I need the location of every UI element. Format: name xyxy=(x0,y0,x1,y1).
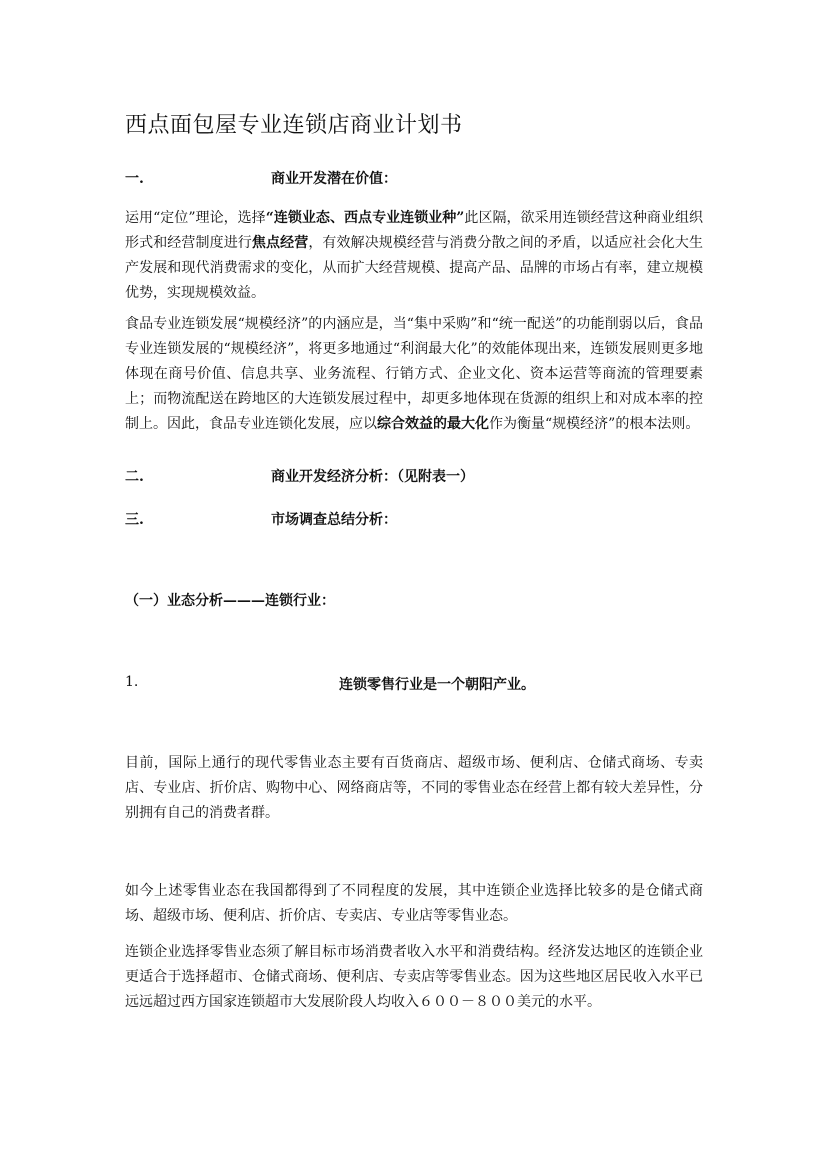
text-run: 运用“定位”理论，选择 xyxy=(125,210,266,226)
text-run: 此区隔，欲采用连锁经营这种商业组织形式和经营制度进行 xyxy=(125,210,704,251)
bold-run: “连锁业态、西点专业连锁业种” xyxy=(265,210,465,226)
text-run: ，有效解决规模经营与消费分散之间的矛盾，以适应社会化大生产发展和现代消费需求的变化，从而扩大经营规模、提高产品、品牌的市场占有率，建立规模优势，实现规模效益。 xyxy=(125,235,704,301)
subsection-heading: （一）业态分析———连锁行业： xyxy=(125,593,335,609)
section-title: 商业开发潜在价值： xyxy=(271,171,397,187)
section-number: 一. xyxy=(125,171,144,187)
bold-run: 焦点经营 xyxy=(251,235,309,251)
item-title: 连锁零售行业是一个朝阳产业。 xyxy=(339,677,535,693)
document-title: 西点面包屋专业连锁店商业计划书 xyxy=(125,113,463,138)
item-number: 1. xyxy=(125,674,139,690)
text-run: 作为衡量“规模经济”的根本法则。 xyxy=(489,416,700,432)
section-number: 三. xyxy=(125,512,144,528)
paragraph-scale-economy xyxy=(125,312,703,437)
item-heading-1 xyxy=(125,674,703,694)
bold-run: 综合效益的最大化 xyxy=(377,416,489,432)
text-run: 食品专业连锁发展“规模经济”的内涵应是，当“集中采购”和“统一配送”的功能削弱以后，食品专业连锁发展的“规模经济”，将更多地通过“利润最大化”的效能体现出来，连锁发展则更多地体现在商号价值、信息共享、业务流程、行销方式、企业文化、资本运营等商流的管理要素上；而物流配送在跨地区的大连锁发展过程中，却更多地体现在货源的组织上和对成本率的控制上。因此，食品专业连锁化发展，应以 xyxy=(125,316,703,432)
section-number: 二. xyxy=(125,469,144,485)
paragraph-china-development: 如今上述零售业态在我国都得到了不同程度的发展，其中连锁企业选择比较多的是仓储式商场、超级市场、便利店、折价店、专卖店、专业店等零售业态。 xyxy=(125,883,703,924)
section-title: 市场调查总结分析： xyxy=(271,512,397,528)
paragraph-retail-formats: 目前，国际上通行的现代零售业态主要有百货商店、超级市场、便利店、仓储式商场、专卖店、专业店、折价店、购物中心、网络商店等，不同的零售业态在经营上都有较大差异性，分别拥有自己的消费者群。 xyxy=(125,755,703,821)
paragraph-positioning xyxy=(125,206,703,306)
section-title: 商业开发经济分析：（见附表一） xyxy=(271,469,474,485)
paragraph-format-selection: 连锁企业选择零售业态须了解目标市场消费者收入水平和消费结构。经济发达地区的连锁企业更适合于选择超市、仓储式商场、便利店、专卖店等零售业态。因为这些地区居民收入水平已远远超过西方国家连锁超市大发展阶段人均收入６００－８００美元的水平。 xyxy=(125,944,703,1010)
